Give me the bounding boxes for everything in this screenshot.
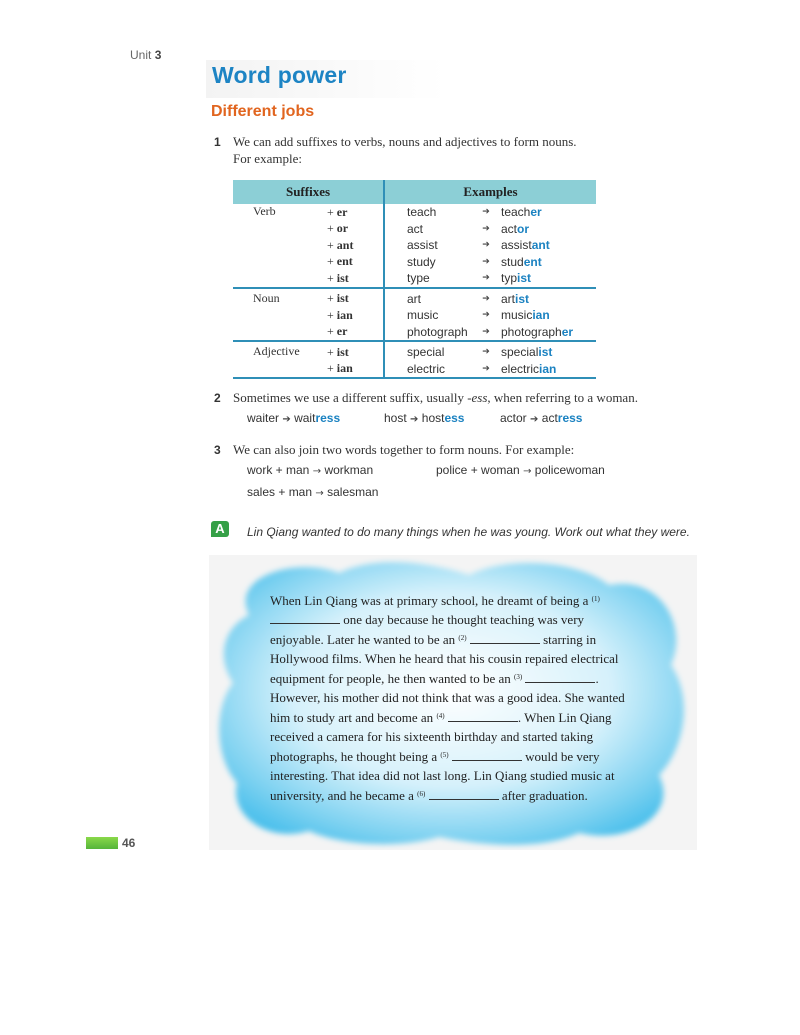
- table-row: [233, 288, 596, 308]
- category-cell: Noun: [233, 288, 327, 308]
- base-word-cell: music: [384, 307, 471, 324]
- suffix-cell: + er: [327, 204, 348, 219]
- example-waitress: waiter ➔ waitress: [247, 411, 341, 425]
- example-policewoman: police + woman → policewoman: [436, 463, 605, 477]
- arrow-icon: ➔: [482, 207, 490, 218]
- suffix-table: [233, 180, 596, 379]
- category-cell: [233, 270, 327, 288]
- blank-2-number: (2): [458, 634, 467, 642]
- category-cell: [233, 361, 327, 379]
- suffix-cell: + ian: [327, 307, 353, 322]
- arrow-icon: ➔: [482, 273, 490, 284]
- section-subtitle: Different jobs: [211, 103, 315, 120]
- result-word-cell: assistant: [501, 238, 550, 253]
- blank-5-number: (5): [440, 751, 449, 759]
- activity-a-instruction: Lin Qiang wanted to do many things when he was young. Work out what they were.: [247, 525, 690, 539]
- suffix-cell: + ent: [327, 254, 353, 269]
- category-cell: Verb: [253, 204, 276, 218]
- base-word-cell: electric: [384, 361, 471, 379]
- page-title: Word power: [212, 62, 347, 88]
- suffix-cell: + er: [327, 324, 348, 339]
- arrow-icon: ➔: [471, 361, 501, 379]
- base-word-cell: type: [384, 270, 471, 288]
- section-1-text: We can add suffixes to verbs, nouns and adjectives to form nouns. For example:: [233, 134, 577, 166]
- arrow-icon: ➔: [482, 310, 490, 321]
- blank-5[interactable]: [452, 750, 522, 761]
- category-cell: [233, 237, 327, 254]
- result-word-cell: actor: [501, 221, 530, 236]
- table-row: [233, 361, 596, 379]
- arrow-icon: ➔: [482, 223, 490, 234]
- category-cell: [233, 324, 327, 342]
- blank-1-number: (1): [591, 595, 600, 603]
- example-actress: actor ➔ actress: [500, 411, 583, 425]
- result-word-cell: musician: [501, 308, 550, 323]
- suffix-cell: + ian: [327, 361, 384, 379]
- base-word-cell: photograph: [384, 324, 471, 342]
- blank-6-number: (6): [417, 790, 426, 798]
- result-word-cell: teacher: [501, 205, 542, 220]
- blank-6[interactable]: [429, 789, 499, 800]
- arrow-icon: ➔: [482, 256, 490, 267]
- category-cell: [233, 254, 327, 271]
- table-row: [233, 307, 596, 324]
- section-2-text: Sometimes we use a different suffix, usually -ess, when referring to a woman.: [233, 390, 638, 405]
- table-body: [233, 204, 596, 378]
- base-word-cell: art: [384, 288, 471, 308]
- example-workman: work + man → workman: [247, 463, 374, 477]
- base-word-cell: act: [384, 221, 471, 238]
- arrow-icon: →: [312, 466, 322, 477]
- example-salesman: sales + man → salesman: [247, 485, 379, 499]
- blank-4-number: (4): [436, 712, 445, 720]
- section-3-number: 3: [214, 443, 221, 457]
- page-number: 46: [122, 836, 136, 850]
- category-cell: [233, 307, 327, 324]
- section-3-text: We can also join two words together to form nouns. For example:: [233, 442, 575, 457]
- suffix-cell: + or: [327, 221, 349, 236]
- unit-label: Unit 3: [130, 48, 162, 62]
- suffix-cell: + ant: [327, 237, 354, 252]
- arrow-icon: ➔: [471, 288, 501, 308]
- blank-3[interactable]: [525, 672, 595, 683]
- arrow-icon: →: [523, 466, 532, 477]
- table-row: [233, 254, 596, 271]
- table-row: [233, 237, 596, 254]
- result-word-cell: student: [501, 254, 542, 269]
- arrow-icon: ➔: [282, 414, 291, 425]
- header-examples: Examples: [384, 180, 596, 204]
- blank-4[interactable]: [448, 711, 518, 722]
- header-suffixes: Suffixes: [233, 180, 384, 204]
- result-word-cell: specialist: [501, 341, 596, 361]
- arrow-icon: ➔: [410, 414, 419, 425]
- blank-1[interactable]: [270, 613, 340, 624]
- base-word-cell: study: [384, 254, 471, 271]
- arrow-icon: ➔: [482, 240, 490, 251]
- table-row: [233, 221, 596, 238]
- suffix-cell: + ist: [327, 288, 384, 308]
- base-word-cell: special: [384, 341, 471, 361]
- arrow-icon: ➔: [482, 326, 490, 337]
- page-number-bar: [86, 837, 118, 849]
- result-word-cell: photographer: [501, 324, 574, 339]
- blank-2[interactable]: [470, 633, 540, 644]
- base-word-cell: teach: [384, 204, 471, 221]
- arrow-icon: ➔: [530, 414, 539, 425]
- result-word-cell: electrician: [501, 361, 596, 379]
- category-cell: [233, 221, 327, 238]
- arrow-icon: →: [315, 488, 324, 499]
- story-passage: When Lin Qiang was at primary school, he dreamt of being a $^{(1)}$ one day because he thought teaching was very enjoyable. Later he wanted to be an $^{(2)}$ starring in Hollywood films. When he heard that his cousin repaired electrical equipment for people, he then wanted to be an $^{(3)}$ . However, his mother did not think that was a good idea. She wanted him to study art and become an $^{(4)}$ . When Lin Qiang received a camera for his sixteenth birthday and started taking photographs, he thought being a $^{(5)}$ would be very interesting. That idea did not last long. Lin Qiang studied music at university, and he became a $^{(6)}$ after graduation.: [270, 593, 625, 803]
- blank-3-number: (3): [514, 673, 523, 681]
- example-hostess: host ➔ hostess: [384, 411, 465, 425]
- table-row: [233, 270, 596, 288]
- table-row: [233, 341, 596, 361]
- activity-a-badge: A: [211, 521, 229, 537]
- table-row: [233, 204, 596, 221]
- suffix-cell: + ist: [327, 341, 384, 361]
- category-cell: Adjective: [233, 341, 327, 361]
- section-1-number: 1: [214, 135, 221, 149]
- base-word-cell: assist: [384, 237, 471, 254]
- result-word-cell: typist: [501, 271, 532, 286]
- result-word-cell: artist: [501, 288, 596, 308]
- table-row: [233, 324, 596, 342]
- suffix-cell: + ist: [327, 270, 349, 285]
- section-2-number: 2: [214, 391, 221, 405]
- arrow-icon: ➔: [471, 341, 501, 361]
